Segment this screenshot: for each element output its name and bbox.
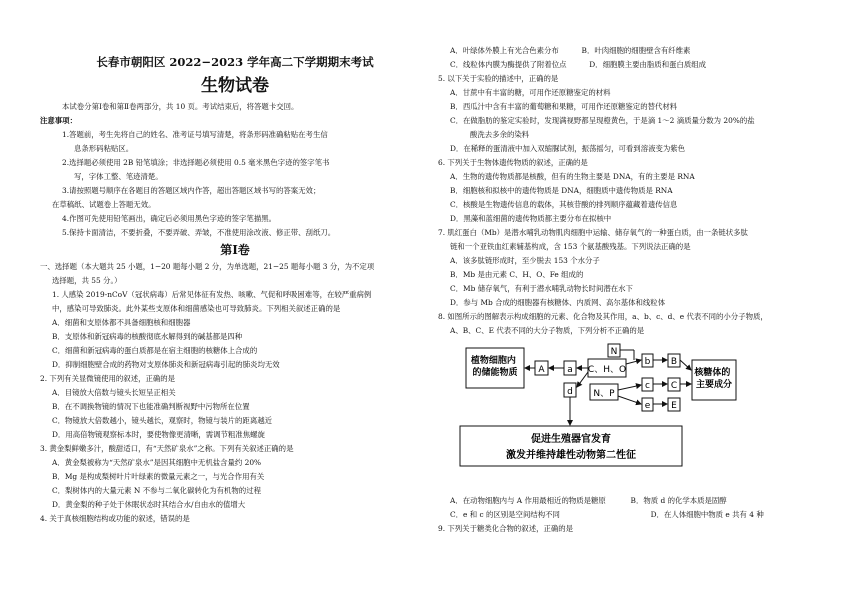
box-bottom-line2: 激发并维持雄性动物第二性征 xyxy=(506,450,636,461)
node-np-label: N、P xyxy=(593,389,615,399)
note-line: 5.保持卡面清洁，不要折叠，不要弄破、弄皱，不准使用涂改液、修正带、刮纸刀。 xyxy=(62,228,336,237)
answer-option: D．在稀释的蛋清液中加入双缩脲试剂，振荡摇匀，可看到溶液变为紫色 xyxy=(450,144,686,153)
answer-option-cont: 酸洗去多余的染料 xyxy=(470,130,530,139)
question-stem: 7. 肌红蛋白（Mb）是潜水哺乳动物肌肉细胞中运输、储存氧气的一种蛋白质，由一条链状多肽 xyxy=(438,228,748,237)
answer-option: D．黑藻和蓝细菌的遗传物质都主要分布在拟核中 xyxy=(450,214,612,223)
arrow-cho-b xyxy=(626,360,641,364)
note-line: 3.请按照题号顺序在各题目的答题区域内作答，超出答题区域书写的答案无效； xyxy=(62,186,321,195)
answer-option: B．Mg 是构成梨树叶片叶绿素的微量元素之一，与光合作用有关 xyxy=(52,472,265,481)
compound-diagram xyxy=(438,342,848,492)
arrow-cho-d xyxy=(577,372,588,387)
subject-title: 生物试卷 xyxy=(201,76,269,96)
node-b-label: b xyxy=(644,357,651,367)
answer-option: D．抑制细胞壁合成的药物对支原体肺炎和新冠病毒引起的肺炎均无效 xyxy=(52,360,280,369)
answer-option: C．细菌和新冠病毒的蛋白质都是在宿主细胞的核糖体上合成的 xyxy=(52,346,258,355)
answer-option: D．参与 Mb 合成的细胞器有核糖体、内质网、高尔基体和线粒体 xyxy=(450,298,666,307)
part-one-heading-cont: 选择题，共 55 分。） xyxy=(52,276,122,285)
answer-option: A．该多肽链形成时，至少脱去 153 个水分子 xyxy=(450,256,600,265)
question-stem: 1. 人感染 2019-nCoV（冠状病毒）后常见体征有发热、咳嗽、气促和呼吸困难等，在较严重病例 xyxy=(52,290,372,299)
answer-option-row xyxy=(438,58,848,72)
answer-option: A．细菌和支原体都不具备细胞核和细胞器 xyxy=(52,318,191,327)
answer-option: D．用高倍物镜观察标本时，要使物像更清晰，需调节粗准焦螺旋 xyxy=(52,430,265,439)
box-ribosome-line1: 核糖体的 xyxy=(694,368,731,378)
intro-text: 本试卷分第Ⅰ卷和第Ⅱ卷两部分，共 10 页。考试结束后，将答题卡交回。 xyxy=(62,102,299,111)
arrow-np-c xyxy=(618,385,641,390)
node-B-label: B xyxy=(670,357,678,367)
node-a-label: a xyxy=(567,365,573,375)
question-stem: 9. 下列关于糖类化合物的叙述，正确的是 xyxy=(438,524,574,533)
answer-option-row xyxy=(438,508,848,522)
node-E-label: E xyxy=(671,401,677,411)
question-stem: 中，感染可导致肺炎。此外某些支原体和细菌感染也可导致肺炎。下列相关叙述正确的是 xyxy=(52,304,341,313)
diagram-svg xyxy=(438,342,738,492)
arrow-B-ribosome xyxy=(680,360,691,370)
answer-option: B．细胞核和拟核中的遗传物质是 DNA，细胞质中遗传物质是 RNA xyxy=(450,186,673,195)
answer-option: A．目镜放大倍数与镜头长短呈正相关 xyxy=(52,388,176,397)
answer-option: B．西瓜汁中含有丰富的葡萄糖和果糖，可用作还原糖鉴定的替代材料 xyxy=(450,102,678,111)
left-column xyxy=(40,54,430,526)
node-N-label: N xyxy=(610,347,618,357)
node-d-label: d xyxy=(567,387,573,397)
notes-title: 注意事项： xyxy=(40,116,77,125)
answer-option: B．物质 d 的化学本质是固醇 xyxy=(630,496,727,505)
note-line: 2.选择题必须使用 2B 铅笔填涂；非选择题必须使用 0.5 毫米黑色字迹的签字笔书 xyxy=(62,158,330,167)
box-bottom-line1: 促进生殖器官发育 xyxy=(531,434,611,445)
answer-option-row xyxy=(438,44,848,58)
box-plant-line1: 植物细胞内 xyxy=(470,356,516,366)
note-line: 写，字体工整、笔迹清楚。 xyxy=(74,172,163,181)
answer-option: A．在动物细胞内与 A 作用最相近的物质是糖原 xyxy=(450,496,606,505)
answer-option: A．生物的遗传物质都是核酸，但有的生物主要是 DNA，有的主要是 RNA xyxy=(450,172,695,181)
question-stem: 4. 关于真核细胞结构或功能的叙述，错误的是 xyxy=(40,514,190,523)
answer-option: D．细胞膜主要由脂质和蛋白质组成 xyxy=(589,60,707,69)
part-one-heading: 一、选择题（本大题共 25 小题，1−20 题每小题 2 分，为单选题，21−25 题每小题 3 分，为不定项 xyxy=(40,262,375,271)
node-cho-label: C、H、O xyxy=(587,365,627,375)
node-C-label: C xyxy=(670,381,678,391)
answer-option: B．支原体和新冠病毒的核酸彻底水解得到的碱基都是四种 xyxy=(52,332,243,341)
box-plant-label xyxy=(471,354,519,378)
question-stem: 6. 下列关于生物体遗传物质的叙述，正确的是 xyxy=(438,158,588,167)
right-column xyxy=(438,44,848,536)
question-stem-cont: 链和一个亚铁血红素辅基构成，含 153 个氨基酸残基。下列说法正确的是 xyxy=(450,242,691,251)
node-c-label: c xyxy=(645,381,650,391)
node-A-label: A xyxy=(538,365,545,375)
note-line: 1.答题前，考生先将自己的姓名、准考证号填写清楚，将条形码准确粘贴在考生信 xyxy=(62,130,328,139)
section-title: 第Ⅰ卷 xyxy=(220,243,250,257)
answer-option: A．黄金梨被称为“天然矿泉水”是因其细胞中无机盐含量约 20% xyxy=(52,458,262,467)
note-line: 息条形码粘贴区。 xyxy=(74,144,134,153)
answer-option: B．在不调换物镜的情况下也能准确判断视野中污物所在位置 xyxy=(52,402,250,411)
answer-option: B．叶肉细胞的细胞壁含有纤维素 xyxy=(581,46,691,55)
note-line: 4.作图可先使用铅笔画出，确定后必须用黑色字迹的签字笔描黑。 xyxy=(62,214,276,223)
answer-option: C．线粒体内膜为酶提供了附着位点 xyxy=(450,60,567,69)
question-stem: 5. 以下关于实验的描述中，正确的是 xyxy=(438,74,559,83)
answer-option: C．在做脂肪的鉴定实验时，发现满视野都呈现橙黄色，于是滴 1～2 滴质量分数为 20%的盐 xyxy=(450,116,755,125)
box-ribosome-label xyxy=(693,366,733,390)
question-stem: 3. 黄金梨鲜嫩多汁，酸甜适口，有“天然矿泉水”之称。下列有关叙述正确的是 xyxy=(40,444,294,453)
box-plant-line2: 的储能物质 xyxy=(472,368,518,378)
exam-title: 长春市朝阳区 2022−2023 学年高二下学期期末考试 xyxy=(96,55,374,69)
answer-option: B．Mb 是由元素 C、H、O、Fe 组成的 xyxy=(450,270,584,279)
arrow-np-e xyxy=(618,396,641,404)
box-ribosome-line2: 主要成分 xyxy=(695,380,733,390)
answer-option: D．在人体细胞中物质 e 共有 4 种 xyxy=(650,510,764,519)
answer-option: C．核酸是生物遗传信息的载体，其核苷酸的排列顺序蕴藏着遗传信息 xyxy=(450,200,678,209)
answer-option: C．e 和 c 的区别是空间结构不同 xyxy=(450,510,560,519)
note-line: 在草稿纸、试题卷上答题无效。 xyxy=(52,200,156,209)
answer-option: A．甘蔗中有丰富的糖，可用作还原糖鉴定的材料 xyxy=(450,88,611,97)
node-e-label: e xyxy=(644,401,651,411)
answer-option-row xyxy=(438,494,848,508)
answer-option: C．梨树体内的大量元素 N 不参与二氧化碳转化为有机物的过程 xyxy=(52,486,261,495)
answer-option: D．黄金梨的种子处于休眠状态时其结合水/自由水的值增大 xyxy=(52,500,246,509)
answer-option: C．Mb 储存氧气，有利于潜水哺乳动物长时间潜在水下 xyxy=(450,284,633,293)
answer-option: A．叶绿体外膜上有光合色素分布 xyxy=(450,46,559,55)
question-stem: 2. 下列有关显微镜使用的叙述，正确的是 xyxy=(40,374,176,383)
question-stem-cont: A、B、C、E 代表不同的大分子物质，下列分析不正确的是 xyxy=(450,326,645,335)
answer-option: C．物镜放大倍数越小，镜头越长，观察时，物镜与装片的距离越近 xyxy=(52,416,272,425)
question-stem: 8. 如图所示的图解表示构成细胞的元素、化合物及其作用，a、b、c、d、e 代表不同的小分子物质， xyxy=(438,312,768,321)
